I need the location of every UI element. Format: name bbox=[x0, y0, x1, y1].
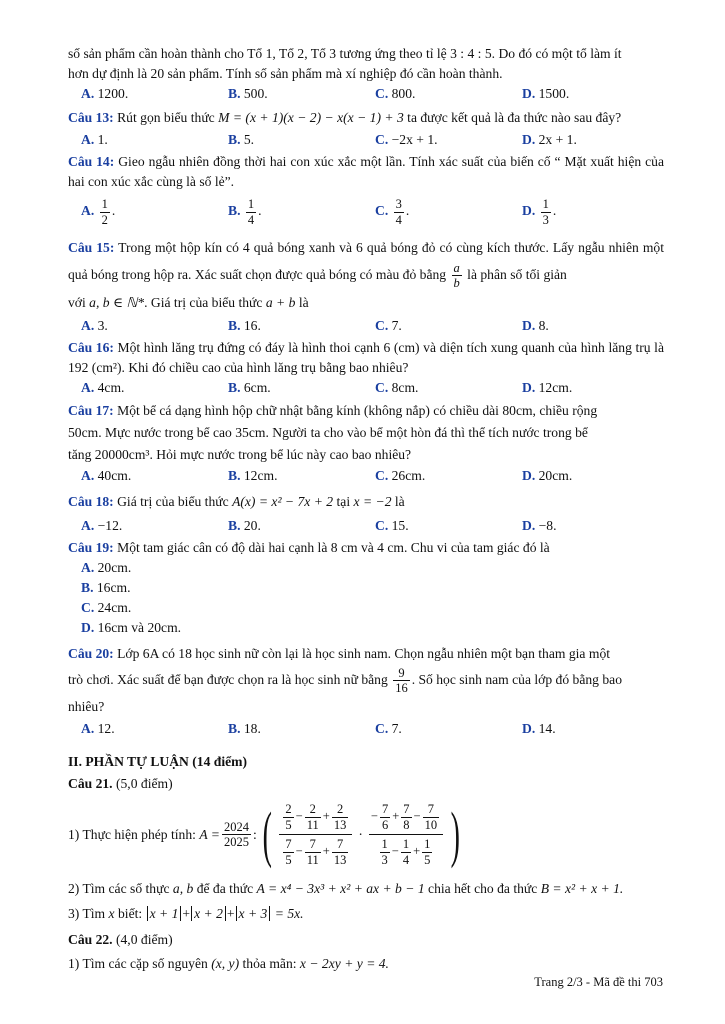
q18-stem: Câu 18: Giá trị của biểu thức A(x) = x² − 7x + 2 tại x = −2 là bbox=[68, 493, 405, 509]
option-d[interactable]: D. 16cm và 20cm. bbox=[81, 619, 182, 635]
q17-options bbox=[68, 466, 664, 486]
option-b[interactable]: B. 12cm. bbox=[228, 467, 278, 483]
option-d[interactable]: D. 2x + 1. bbox=[522, 132, 577, 147]
option-d[interactable]: D. 8. bbox=[522, 317, 549, 333]
q16-options bbox=[68, 378, 664, 398]
option-b[interactable]: B. 500. bbox=[228, 86, 268, 101]
option-b[interactable]: B. 18. bbox=[228, 720, 261, 736]
option-b[interactable]: B. 6cm. bbox=[228, 379, 271, 395]
intro-line-2: hơn dự định là 20 sản phẩm. Tính số sản phẩm mà xí nghiệp đó cần hoàn thành. bbox=[68, 66, 503, 81]
q13-options bbox=[68, 130, 664, 150]
option-c[interactable]: C. 7. bbox=[375, 317, 402, 333]
q22-heading: Câu 22. (4,0 điểm) bbox=[68, 931, 173, 947]
section-title: II. PHẦN TỰ LUẬN (14 điểm) bbox=[68, 753, 247, 769]
option-b[interactable]: B. 16. bbox=[228, 317, 261, 333]
fraction-1: $\frac{2}{5}$ − $\frac{2}{11}$ + $\frac{2}{13}$ $\frac{7}{5}$ − $\frac{7}{11}$ + $\frac{7}{13}$ bbox=[279, 803, 352, 866]
option-a[interactable]: A. 1. bbox=[81, 132, 108, 147]
option-c[interactable]: C. 7. bbox=[375, 720, 402, 736]
option-d[interactable]: D. −8. bbox=[522, 517, 557, 533]
q13-stem: Câu 13: Rút gọn biểu thức M = (x + 1)(x − 2) − x(x − 1) + 3 ta được kết quả là đa thức nào sau đây? bbox=[68, 110, 622, 125]
q14-options bbox=[68, 192, 664, 232]
q22-part1: 1) Tìm các cặp số nguyên (x, y) thỏa mãn: x − 2xy + y = 4. bbox=[68, 955, 389, 971]
option-a[interactable]: A. −12. bbox=[81, 517, 123, 533]
option-d[interactable]: D. 12cm. bbox=[522, 379, 573, 395]
q12-options bbox=[68, 84, 664, 104]
q21-part2: 2) Tìm các số thực a, b để đa thức A = x⁴ − 3x³ + x² + ax + b − 1 chia hết cho đa thức B = x² + x + 1. bbox=[68, 880, 624, 896]
q17-stem-3: tăng 20000cm³. Hỏi mực nước trong bể lúc này cao bao nhiêu? bbox=[68, 446, 412, 462]
q20-options bbox=[68, 719, 664, 739]
option-c[interactable]: C. 24cm. bbox=[81, 599, 132, 615]
option-a[interactable]: A. 1200. bbox=[81, 86, 129, 101]
q15-stem: Câu 15: Trong một hộp kín có 4 quả bóng xanh và 6 quả bóng đỏ có cùng kích thước. Lấy ngẫu nhiên một quả bóng trong hộp ra. Xác suất chọn được quả bóng có màu đỏ bằng $\frac{a}{b}$ là phân số tối giản bbox=[68, 240, 664, 291]
left-paren: ( bbox=[262, 800, 272, 869]
q16-stem: Câu 16: Một hình lăng trụ đứng có đáy là hình thoi cạnh 6 (cm) và diện tích xung quanh của hình lăng trụ là 192 (cm²). Khi đó chiều cao của hình lăng trụ bằng bao nhiêu? bbox=[68, 339, 664, 375]
q14-stem: Câu 14: Gieo ngẫu nhiên đồng thời hai con xúc xắc một lần. Tính xác suất của biến cố “ Mặt xuất hiện của hai con xúc xắc cùng là số lẻ”. bbox=[68, 154, 664, 189]
option-c[interactable]: C. $\frac{3}{4}$ . bbox=[375, 197, 410, 227]
q17-stem-2: 50cm. Mực nước trong bể cao 35cm. Người ta cho vào bể một hòn đá thì thể tích nước trong bể bbox=[68, 424, 588, 440]
option-c[interactable]: C. 26cm. bbox=[375, 467, 426, 483]
page-footer: Trang 2/3 - Mã đề thi 703 bbox=[534, 975, 663, 989]
q19-stem: Câu 19: Một tam giác cân có độ dài hai cạnh là 8 cm và 4 cm. Chu vi của tam giác đó là bbox=[68, 539, 550, 555]
fraction-2: − $\frac{7}{6}$ + $\frac{7}{8}$ − $\frac{7}{10}$ $\frac{1}{3}$ − $\frac{1}{4}$ + $\frac{1}{5}$ bbox=[369, 803, 443, 866]
option-d[interactable]: D. $\frac{1}{3}$ . bbox=[522, 197, 557, 227]
option-a[interactable]: A. 40cm. bbox=[81, 467, 132, 483]
option-a[interactable]: A. 12. bbox=[81, 720, 115, 736]
right-paren: ) bbox=[450, 800, 461, 869]
option-c[interactable]: C. −2x + 1. bbox=[375, 132, 438, 147]
option-b[interactable]: B. 16cm. bbox=[81, 579, 131, 595]
option-d[interactable]: D. 14. bbox=[522, 720, 556, 736]
q21-part3: 3) Tìm x biết: x + 1 + x + 2 + x + 3 = 5x. bbox=[68, 905, 304, 921]
option-c[interactable]: C. 800. bbox=[375, 86, 416, 101]
q20-stem-3: nhiêu? bbox=[68, 698, 105, 714]
exam-page bbox=[68, 44, 664, 977]
q15-stem-cont: với a, b ∈ ℕ*. Giá trị của biểu thức a + b là bbox=[68, 294, 309, 310]
q15-options bbox=[68, 316, 664, 336]
option-b[interactable]: B. 20. bbox=[228, 517, 261, 533]
option-c[interactable]: C. 8cm. bbox=[375, 379, 419, 395]
q21-part1: 1) Thực hiện phép tính: A = $\frac{2024}{2025}$ : ( $\frac{2}{5}$ − $\frac{2}{11}$ + $\frac{2}{13}$ $\frac{7}{5}$ − $\frac{7}{11}$ + $\frac{7}{13}$ · − $\frac{7}{6}$ + $\frac{7}{8}$ − $\frac{7}{10}$ $\frac{1}{3}$ − $\frac{1}{4}$ + $\frac{1}{5}$ ) bbox=[68, 800, 461, 869]
option-b[interactable]: B. $\frac{1}{4}$ . bbox=[228, 197, 262, 227]
option-d[interactable]: D. 1500. bbox=[522, 86, 570, 101]
option-c[interactable]: C. 15. bbox=[375, 517, 409, 533]
option-d[interactable]: D. 20cm. bbox=[522, 467, 573, 483]
option-b[interactable]: B. 5. bbox=[228, 132, 255, 147]
option-a[interactable]: A. 20cm. bbox=[81, 559, 132, 575]
option-a[interactable]: A. 4cm. bbox=[81, 379, 125, 395]
q17-stem: Câu 17: Một bể cá dạng hình hộp chữ nhật bằng kính (không nắp) có chiều dài 80cm, chiều rộng bbox=[68, 402, 598, 418]
q18-options bbox=[68, 516, 664, 536]
q19-options bbox=[68, 558, 664, 638]
option-a[interactable]: A. 3. bbox=[81, 317, 108, 333]
q20-stem-2: trò chơi. Xác suất để bạn được chọn ra là học sinh nữ bằng $\frac{9}{16}$ . Số học sinh nam của lớp đó bằng bao bbox=[68, 665, 622, 696]
q20-stem: Câu 20: Lớp 6A có 18 học sinh nữ còn lại là học sinh nam. Chọn ngẫu nhiên một bạn tham gia một bbox=[68, 645, 611, 661]
option-a[interactable]: A. $\frac{1}{2}$ . bbox=[81, 197, 116, 227]
intro-line-1: số sản phẩm cần hoàn thành cho Tổ 1, Tổ 2, Tổ 3 tương ứng theo tỉ lệ 3 : 4 : 5. Do đó có một tổ làm ít bbox=[68, 46, 622, 61]
q21-heading: Câu 21. (5,0 điểm) bbox=[68, 775, 173, 791]
